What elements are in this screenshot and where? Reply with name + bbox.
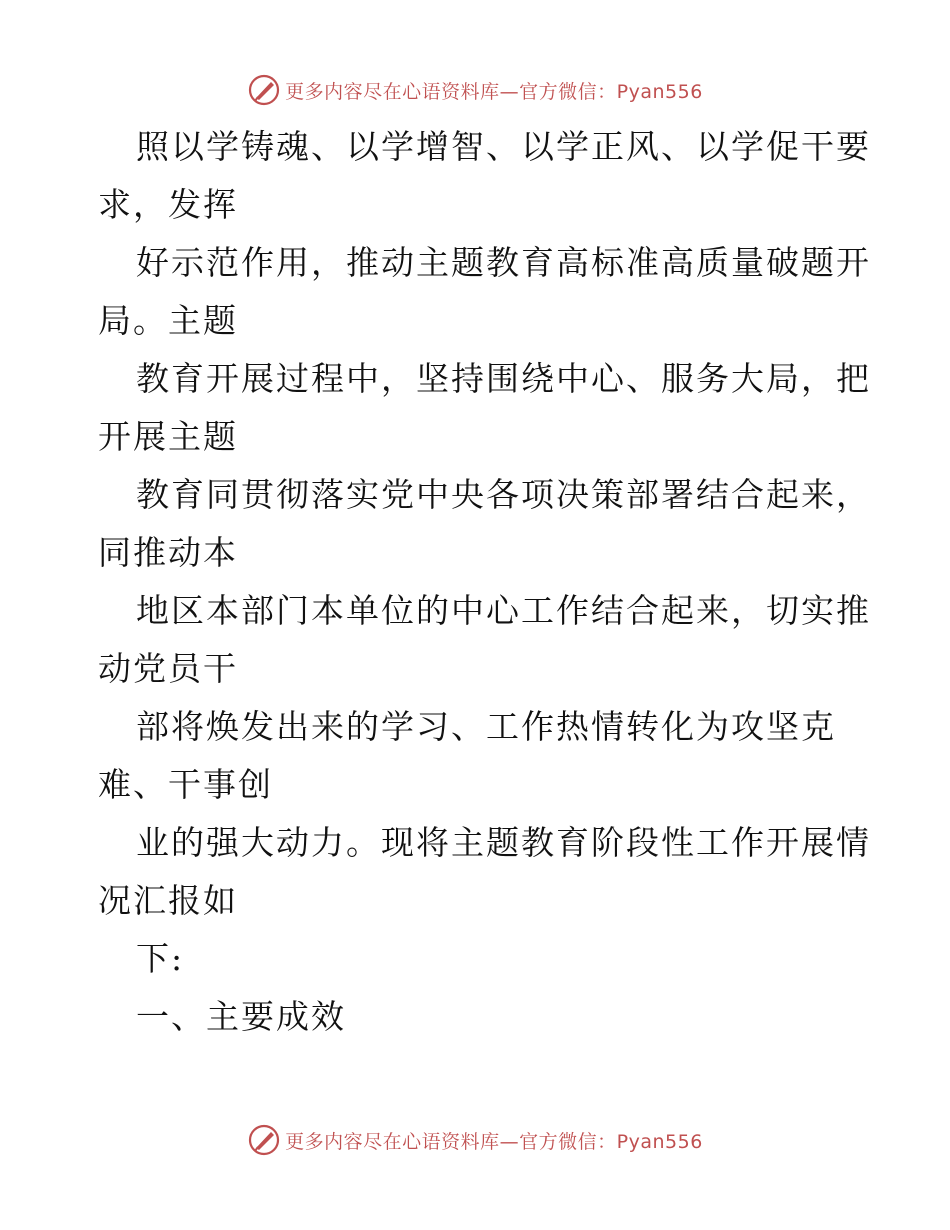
text-line: 部将焕发出来的学习、工作热情转化为攻坚克 [136, 707, 836, 746]
header-watermark [0, 70, 950, 110]
text-line: 下: [136, 939, 185, 978]
text-line: 难、干事创 [98, 765, 273, 804]
watermark-text: 更多内容尽在心语资料库—官方微信：Pyan556 [285, 1130, 703, 1153]
quill-pen-logo-icon [247, 1123, 281, 1157]
quill-pen-logo-icon [247, 73, 281, 107]
text-line: 同推动本 [98, 533, 238, 572]
text-line: 局。主题 [98, 301, 238, 340]
text-line: 好示范作用，推动主题教育高标准高质量破题开 [136, 243, 871, 282]
footer-watermark [0, 1120, 950, 1160]
text-line: 教育同贯彻落实党中央各项决策部署结合起来， [136, 475, 871, 514]
text-line: 照以学铸魂、以学增智、以学正风、以学促干要 [136, 127, 871, 166]
text-line: 求，发挥 [98, 185, 238, 224]
text-line: 况汇报如 [98, 881, 238, 920]
text-line: 开展主题 [98, 417, 238, 456]
text-line: 地区本部门本单位的中心工作结合起来，切实推 [136, 591, 871, 630]
section-heading: 一、主要成效 [136, 997, 346, 1036]
text-line: 动党员干 [98, 649, 238, 688]
watermark-text: 更多内容尽在心语资料库—官方微信：Pyan556 [285, 80, 703, 103]
text-line: 业的强大动力。现将主题教育阶段性工作开展情 [136, 823, 871, 862]
text-line: 教育开展过程中，坚持围绕中心、服务大局，把 [136, 359, 871, 398]
document-body [98, 118, 871, 1046]
